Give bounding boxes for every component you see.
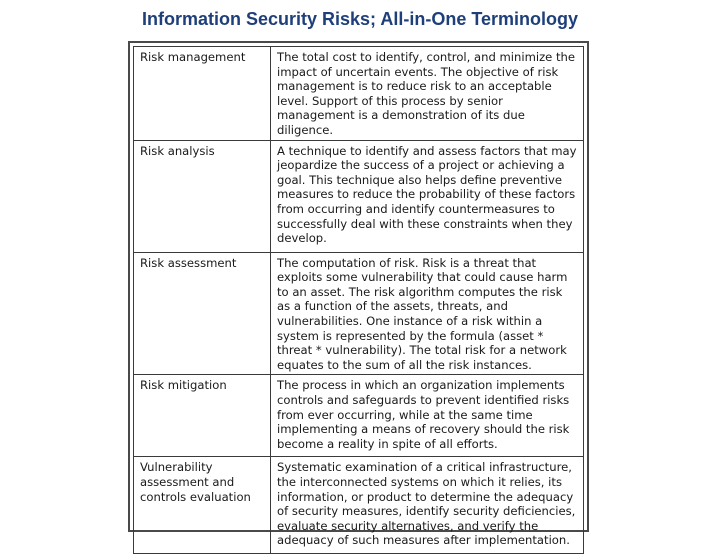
term-cell: Risk mitigation [134,375,271,457]
terminology-table-frame [128,41,589,548]
term-cell: Vulnerability assessment and controls evaluation [134,457,271,554]
definition-cell: The computation of risk. Risk is a threat that exploits some vulnerability that could cause harm to an asset. The risk algorithm computes the risk as a function of the assets, threats, and vulnerabilities. One instance of a risk within a system is represented by the formula (asset * threat * vulnerability). The total risk for a network equates to the sum of all the risk instances. [271,252,584,375]
terminology-table [133,46,584,554]
table-row [134,457,584,554]
term-cell: Risk analysis [134,140,271,252]
definition-cell: Systematic examination of a critical infrastructure, the interconnected systems on which it relies, its information, or product to determine the adequacy of security measures, identify security deficiencies, evaluate security alternatives, and verify the adequacy of such measures after implementation. [271,457,584,554]
definition-cell: A technique to identify and assess factors that may jeopardize the success of a project or achieving a goal. This technique also helps define preventive measures to reduce the probability of these factors from occurring and identify countermeasures to successfully deal with these constraints when they develop. [271,140,584,252]
slide-title: Information Security Risks; All-in-One Terminology [141,9,579,29]
table-row [134,140,584,252]
table-row [134,375,584,457]
table-row [134,252,584,375]
definition-cell: The process in which an organization implements controls and safeguards to prevent identified risks from ever occurring, while at the same time implementing a means of recovery should the risk become a reality in spite of all efforts. [271,375,584,457]
term-cell: Risk assessment [134,252,271,375]
term-cell: Risk management [134,47,271,141]
table-row [134,47,584,141]
definition-cell: The total cost to identify, control, and minimize the impact of uncertain events. The objective of risk management is to reduce risk to an acceptable level. Support of this process by senior management is a demonstration of its due diligence. [271,47,584,141]
